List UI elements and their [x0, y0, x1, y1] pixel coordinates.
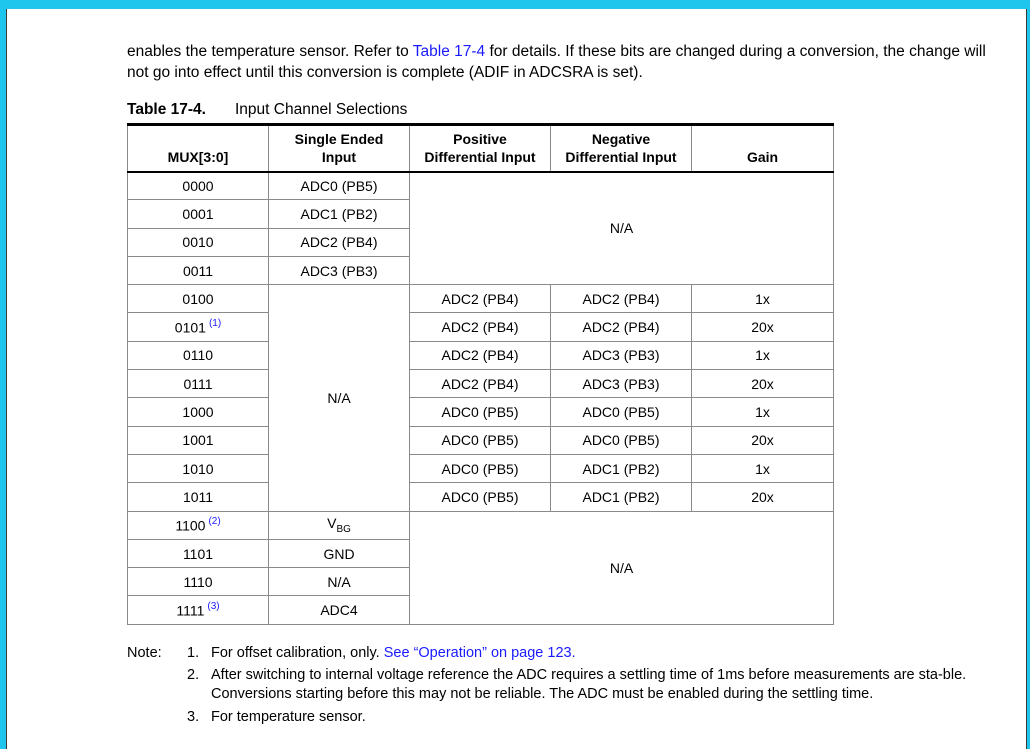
note-number: 2.: [187, 667, 200, 683]
note-number: 3.: [187, 709, 200, 725]
negative-cell: ADC0 (PB5): [551, 426, 692, 454]
mux-cell: 1101: [128, 539, 269, 567]
single-cell: $V_{BG}$: [269, 511, 410, 539]
table-row: [128, 454, 834, 482]
negative-cell: ADC2 (PB4): [551, 285, 692, 313]
positive-cell: ADC0 (PB5): [410, 398, 551, 426]
operation-page-link[interactable]: See “Operation” on page 123.: [383, 645, 576, 661]
note-text: For offset calibration, only. See “Operation” on page 123.: [211, 645, 576, 661]
table-row: [128, 370, 834, 398]
negative-cell: ADC1 (PB2): [551, 454, 692, 482]
mux-cell: 0101 $^{(1)}$: [128, 313, 269, 341]
positive-cell: ADC2 (PB4): [410, 285, 551, 313]
na-cell: N/A: [269, 285, 410, 511]
window-top-bar: [0, 0, 1030, 9]
table-row: [128, 426, 834, 454]
mux-cell: 1100 $^{(2)}$: [128, 511, 269, 539]
header-mux: MUX[3:0]: [128, 125, 269, 172]
gain-cell: 1x: [692, 341, 834, 369]
mux-cell: 1000: [128, 398, 269, 426]
footnote-ref-1[interactable]: (1): [208, 317, 222, 329]
table-17-4-link[interactable]: Table 17-4: [412, 43, 486, 60]
negative-cell: ADC3 (PB3): [551, 341, 692, 369]
single-cell: GND: [269, 539, 410, 567]
header-single-ended: Single Ended Input: [269, 125, 410, 172]
single-cell: ADC0 (PB5): [269, 172, 410, 200]
mux-cell: 0000: [128, 172, 269, 200]
single-cell: N/A: [269, 568, 410, 596]
mux-cell: 1011: [128, 483, 269, 511]
window-right-edge: [1026, 9, 1027, 749]
single-cell: ADC1 (PB2): [269, 200, 410, 228]
negative-cell: ADC1 (PB2): [551, 483, 692, 511]
header-negative-differential: Negative Differential Input: [551, 125, 692, 172]
table-row: [128, 341, 834, 369]
positive-cell: ADC2 (PB4): [410, 313, 551, 341]
positive-cell: ADC0 (PB5): [410, 483, 551, 511]
mux-cell: 1111 $^{(3)}$: [128, 596, 269, 624]
table-caption: [127, 100, 407, 120]
gain-cell: 20x: [692, 426, 834, 454]
na-cell: N/A: [410, 172, 834, 285]
positive-cell: ADC0 (PB5): [410, 426, 551, 454]
note-item: [187, 643, 977, 663]
footnote-ref-2[interactable]: (2): [208, 515, 221, 527]
table-header-row: [128, 125, 834, 172]
note-text: After switching to internal voltage reference the ADC requires a settling time of 1ms before measurements are sta-ble. Conversions starting before this may not be reliable. The ADC must be enabled during the settling time.: [211, 667, 967, 702]
gain-cell: 1x: [692, 454, 834, 482]
mux-cell: 1110: [128, 568, 269, 596]
mux-cell: 1001: [128, 426, 269, 454]
mux-cell: 0010: [128, 228, 269, 256]
table-row: [128, 483, 834, 511]
footnote-ref-3[interactable]: (3): [207, 600, 220, 612]
table-row: [128, 511, 834, 539]
mux-cell: 0001: [128, 200, 269, 228]
positive-cell: ADC2 (PB4): [410, 341, 551, 369]
table-title: Input Channel Selections: [235, 101, 408, 118]
gain-cell: 20x: [692, 483, 834, 511]
intro-text-2: for details. If these bits are changed during a conversion, the change will not go into effect until this conversion is complete (ADIF in ADCSRA is set).: [127, 43, 986, 81]
notes-label: Note:: [127, 645, 162, 661]
mux-cell: 0110: [128, 341, 269, 369]
single-cell: ADC3 (PB3): [269, 256, 410, 284]
notes-list: [187, 643, 977, 727]
mux-cell: 0100: [128, 285, 269, 313]
positive-cell: ADC0 (PB5): [410, 454, 551, 482]
window-left-edge: [6, 9, 7, 749]
mux-cell: 0011: [128, 256, 269, 284]
note-text: For temperature sensor.: [211, 709, 366, 725]
gain-cell: 20x: [692, 313, 834, 341]
negative-cell: ADC0 (PB5): [551, 398, 692, 426]
gain-cell: 1x: [692, 285, 834, 313]
table-row: [128, 172, 834, 200]
positive-cell: ADC2 (PB4): [410, 370, 551, 398]
input-channel-table: [127, 123, 834, 625]
intro-text-1: enables the temperature sensor. Refer to: [127, 43, 413, 60]
gain-cell: 1x: [692, 398, 834, 426]
table-number: Table 17-4.: [127, 101, 206, 118]
mux-cell: 1010: [128, 454, 269, 482]
gain-cell: 20x: [692, 370, 834, 398]
single-cell: ADC4: [269, 596, 410, 624]
note-item: [187, 707, 977, 727]
note-item: [187, 665, 977, 704]
header-gain: Gain: [692, 125, 834, 172]
table-row: [128, 285, 834, 313]
negative-cell: ADC2 (PB4): [551, 313, 692, 341]
header-positive-differential: Positive Differential Input: [410, 125, 551, 172]
single-cell: ADC2 (PB4): [269, 228, 410, 256]
na-cell: N/A: [410, 511, 834, 624]
table-row: [128, 313, 834, 341]
mux-cell: 0111: [128, 370, 269, 398]
table-row: [128, 398, 834, 426]
negative-cell: ADC3 (PB3): [551, 370, 692, 398]
note-number: 1.: [187, 645, 200, 661]
intro-paragraph: [127, 41, 987, 83]
